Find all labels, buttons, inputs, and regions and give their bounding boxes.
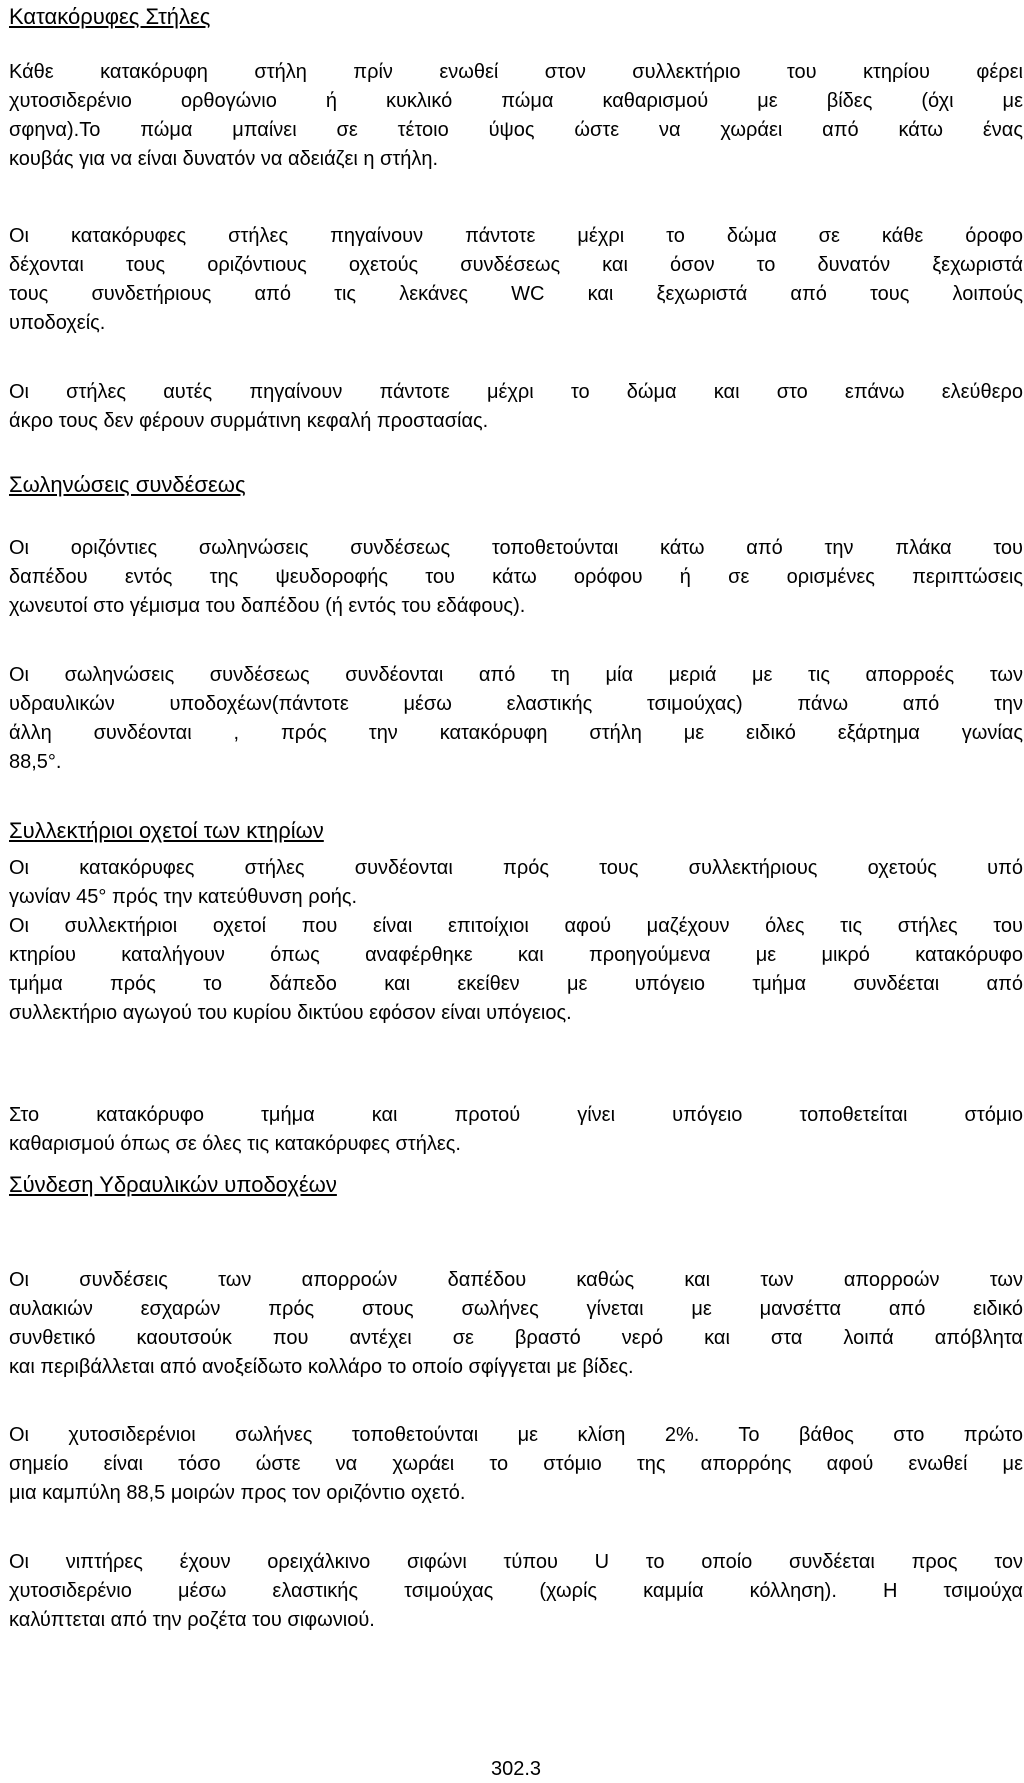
text-line: καθαρισμού όπως σε όλες τις κατακόρυφες στήλες. (9, 1133, 461, 1155)
text-line: μια καμπύλη 88,5 μοιρών προς τον οριζόντιο οχετό. (9, 1482, 466, 1504)
text-line: Οι χυτοσιδερένιοι σωλήνες τοποθετούνται με κλίση 2%. Το βάθος στο πρώτο (9, 1424, 1023, 1446)
text-line: γωνίαν 45° πρός την κατεύθυνση ροής. (9, 886, 358, 908)
section-heading: Κατακόρυφες Στήλες (9, 4, 211, 29)
paragraph (9, 854, 1023, 1028)
text-line: και περιβάλλεται από ανοξείδωτο κολλάρο το οποίο σφίγγεται με βίδες. (9, 1356, 634, 1378)
text-line: Οι νιπτήρες έχουν ορειχάλκινο σιφώνι τύπου U το οποίο συνδέεται προς τον (9, 1551, 1023, 1573)
text-line: τους συνδετήριους από τις λεκάνες WC και ξεχωριστά από τους λοιπούς (9, 283, 1023, 305)
text-line: υποδοχείς. (9, 312, 106, 334)
paragraph (9, 534, 1023, 621)
section-heading: Συλλεκτήριοι οχετοί των κτηρίων (9, 818, 324, 843)
paragraph (9, 1266, 1023, 1382)
paragraph (9, 378, 1023, 436)
section-collector-drains (9, 818, 1023, 844)
paragraph (9, 222, 1023, 338)
text-line: Οι στήλες αυτές πηγαίνουν πάντοτε μέχρι το δώμα και στο επάνω ελεύθερο (9, 381, 1023, 403)
paragraph (9, 661, 1023, 777)
paragraph (9, 58, 1023, 174)
text-line: σφηνα).Το πώμα μπαίνει σε τέτοιο ύψος ώστε να χωράει από κάτω ένας (9, 119, 1023, 141)
section-vertical-stacks (9, 4, 1023, 30)
text-line: αυλακιών εσχαρών πρός στους σωλήνες γίνεται με μανσέττα από ειδικό (9, 1298, 1023, 1320)
text-line: Οι οριζόντιες σωληνώσεις συνδέσεως τοποθετούνται κάτω από την πλάκα του (9, 537, 1023, 559)
text-line: συλλεκτήριο αγωγού του κυρίου δικτύου εφόσον είναι υπόγειος. (9, 1002, 572, 1024)
text-line: χυτοσιδερένιο μέσω ελαστικής τσιμούχας (χωρίς καμμία κόλληση). Η τσιμούχα (9, 1580, 1023, 1602)
text-line: τμήμα πρός το δάπεδο και εκείθεν με υπόγειο τμήμα συνδέεται από (9, 973, 1023, 995)
paragraph (9, 1101, 1023, 1159)
text-line: Οι κατακόρυφες στήλες πηγαίνουν πάντοτε μέχρι το δώμα σε κάθε όροφο (9, 225, 1023, 247)
paragraph (9, 1548, 1023, 1635)
section-connection-pipes (9, 472, 1023, 498)
text-line: άλλη συνδέονται , πρός την κατακόρυφη στήλη με ειδικό εξάρτημα γωνίας (9, 722, 1023, 744)
text-line: καλύπτεται από την ροζέτα του σιφωνιού. (9, 1609, 375, 1631)
text-line: κουβάς για να είναι δυνατόν να αδειάζει η στήλη. (9, 148, 439, 170)
text-line: άκρο τους δεν φέρουν συρμάτινη κεφαλή προστασίας. (9, 410, 489, 432)
text-line: Οι συνδέσεις των απορροών δαπέδου καθώς και των απορροών των (9, 1269, 1023, 1291)
page-number: 302.3 (490, 1758, 542, 1780)
paragraph (9, 1421, 1023, 1508)
text-line: χωνευτοί στο γέμισμα του δαπέδου (ή εντός του εδάφους). (9, 595, 526, 617)
text-line: Στο κατακόρυφο τμήμα και προτού γίνει υπόγειο τοποθετείται στόμιο (9, 1104, 1023, 1126)
text-line: Οι συλλεκτήριοι οχετοί που είναι επιτοίχιοι αφού μαζέχουν όλες τις στήλες του (9, 915, 1023, 937)
section-fixture-connection (9, 1172, 1023, 1198)
document-page (9, 0, 1023, 1783)
section-heading: Σωληνώσεις συνδέσεως (9, 472, 246, 497)
text-line: συνθετικό καουτσούκ που αντέχει σε βραστό νερό και στα λοιπά απόβλητα (9, 1327, 1023, 1349)
text-line: χυτοσιδερένιο ορθογώνιο ή κυκλικό πώμα καθαρισμού με βίδες (όχι με (9, 90, 1023, 112)
text-line: δέχονται τους οριζόντιους οχετούς συνδέσεως και όσον το δυνατόν ξεχωριστά (9, 254, 1023, 276)
text-line: σημείο είναι τόσο ώστε να χωράει το στόμιο της απορρόης αφού ενωθεί με (9, 1453, 1023, 1475)
text-line: Οι κατακόρυφες στήλες συνδέονται πρός τους συλλεκτήριους οχετούς υπό (9, 857, 1023, 879)
text-line: δαπέδου εντός της ψευδοροφής του κάτω ορόφου ή σε ορισμένες περιπτώσεις (9, 566, 1023, 588)
section-heading: Σύνδεση Υδραυλικών υποδοχέων (9, 1172, 337, 1197)
text-line: κτηρίου καταλήγουν όπως αναφέρθηκε και προηγούμενα με μικρό κατακόρυφο (9, 944, 1023, 966)
text-line: Οι σωληνώσεις συνδέσεως συνδέονται από τη μία μεριά με τις απορροές των (9, 664, 1023, 686)
text-line: Κάθε κατακόρυφη στήλη πρίν ενωθεί στον συλλεκτήριο του κτηρίου φέρει (9, 61, 1023, 83)
text-line: 88,5°. (9, 751, 62, 773)
text-line: υδραυλικών υποδοχέων(πάντοτε μέσω ελαστικής τσιμούχας) πάνω από την (9, 693, 1023, 715)
